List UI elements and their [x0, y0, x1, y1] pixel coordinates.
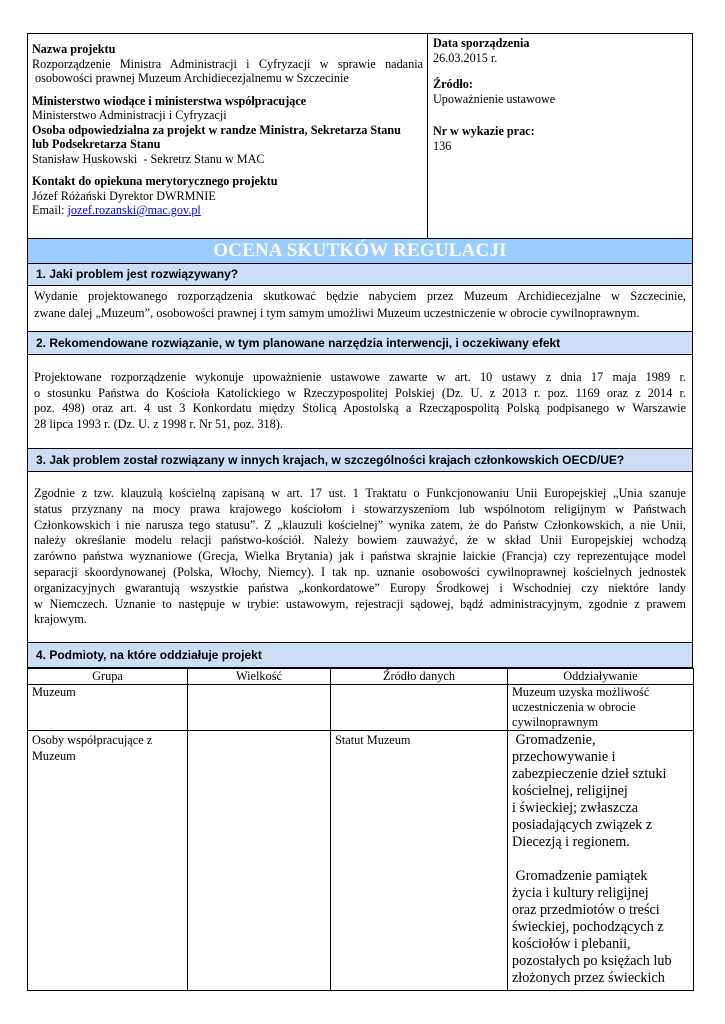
- section-3-heading: 3. Jak problem został rozwiązany w innych krajach, w szczególności krajach członkowskich OECD/UE?: [27, 449, 693, 472]
- cell-line: i świeckiej; zwłaszcza: [512, 800, 639, 816]
- cell-line: przechowywanie i: [512, 749, 616, 765]
- work-list-value: 136: [433, 138, 452, 153]
- section-3-line: Zgodnie z tzw. klauzulą kościelną zapisaną w art. 17 ust. 1 Traktatu o Funkcjonowaniu Unii Europejskiej „Unia szanuje: [34, 486, 686, 500]
- section-3-body: [27, 472, 693, 643]
- cell-zrodlo: Statut Muzeum: [331, 731, 508, 991]
- cell-line: oraz przedmiotów o treści: [512, 902, 660, 918]
- document-title: OCENA SKUTKÓW REGULACJI: [27, 239, 693, 264]
- section-2-line: Projektowane rozporządzenie wykonuje upoważnienie ustawowe zawarte w art. 10 ustawy z dnia 17 maja 1989 r.: [34, 370, 686, 384]
- section-4-heading: 4. Podmioty, na które oddziałuje projekt: [27, 643, 693, 668]
- section-2-line: poz. 498) oraz art. 4 ust 3 Konkordatu między Stolicą Apostolską a Rzecząpospolitą Polską podpisanego w Warszawie: [34, 401, 686, 416]
- project-info: [28, 34, 428, 238]
- cell-grupa: [28, 731, 188, 991]
- column-header: Oddziaływanie: [508, 669, 694, 685]
- cell-line: uczestniczenia w obrocie: [512, 700, 636, 714]
- section-2-heading: 2. Rekomendowane rozwiązanie, w tym planowane narzędzia interwencji, i oczekiwany efekt: [27, 332, 693, 355]
- cell-line: posiadających związek z: [512, 817, 653, 833]
- cell-line: Muzeum: [32, 748, 76, 763]
- table-row: [28, 685, 694, 731]
- table-header-row: [28, 669, 694, 685]
- ocena-skutkow-regulacji-document: [27, 33, 693, 991]
- ministry-label: Ministerstwo wiodące i ministerstwa współpracujące: [32, 93, 307, 108]
- project-name-line-1: Rozporządzenie Ministra Administracji i Cyfryzacji w sprawie nadania: [32, 56, 423, 71]
- cell-line: świeckiej, pochodzących z: [512, 919, 664, 935]
- cell-line: Gromadzenie,: [512, 732, 596, 748]
- cell-line: złożonych przez świeckich: [512, 970, 665, 986]
- section-2-body: [27, 355, 693, 449]
- section-2-line: 28 lipca 1993 r. (Dz. U. z 1998 r. Nr 51, poz. 318).: [34, 416, 283, 431]
- responsible-label-line-2: lub Podsekretarza Stanu: [32, 137, 161, 151]
- responsible-value: Stanisław Huskowski - Sekretrz Stanu w MAC: [32, 151, 265, 166]
- cell-wielkosc: [188, 731, 331, 991]
- section-3-line: w Niemczech. Uznanie to następuje w trybie: ustawowym, rejestracji sądowej, bądź administracyjnym, zgodnie z prawem: [34, 596, 686, 611]
- contact-person: Józef Różański Dyrektor DWRMNIE: [32, 188, 216, 203]
- source-value: Upoważnienie ustawowe: [433, 91, 556, 106]
- section-2-line: o stosunku Państwa do Kościoła Katolickiego w Rzeczypospolitej Polskiej (Dz. U. z 2013 r. poz. 1169 oraz z 2014 r.: [34, 385, 686, 400]
- cell-line: zabezpieczenie dzieł sztuki: [512, 766, 667, 782]
- responsible-label-line-1: Osoba odpowiedzialna za projekt w randze Ministra, Sekretarza Stanu: [32, 122, 401, 137]
- document-meta: [428, 34, 692, 238]
- project-name-label: Nazwa projektu: [32, 42, 116, 56]
- email-prefix: Email:: [32, 203, 68, 217]
- table-row: [28, 731, 694, 991]
- column-header: Grupa: [28, 669, 188, 685]
- section-3-line: status przyznany na mocy prawa krajowego kościołom i stowarzyszeniom lub wspólnotom religijnym w Państwach: [34, 501, 686, 516]
- contact-label: Kontakt do opiekuna merytorycznego projektu: [32, 174, 278, 188]
- section-3-line: organizacyjnych gwarantują wszystkie państwa „konkordatowe” Europy Środkowej i Wschodniej czy niektóre landy: [34, 580, 686, 595]
- cell-line: Diecezją i regionem.: [512, 834, 630, 850]
- section-1-heading: 1. Jaki problem jest rozwiązywany?: [27, 264, 693, 286]
- cell-line: życia i kultury religijnej: [512, 885, 649, 901]
- cell-oddzialywanie: [508, 731, 694, 991]
- cell-oddzialywanie: [508, 685, 694, 731]
- cell-line: Osoby współpracujące z: [32, 733, 153, 747]
- cell-line: pozostałych po księżach lub: [512, 953, 672, 969]
- affected-entities-table: [27, 668, 694, 991]
- cell-grupa: Muzeum: [28, 685, 188, 731]
- work-list-label: Nr w wykazie prac:: [433, 124, 535, 138]
- section-3-line: zarówno państwa wyznaniowe (Grecja, Wielka Brytania) jak i państwa skrajnie laickie (Francja) czy reprezentujące model: [34, 549, 686, 564]
- cell-wielkosc: [188, 685, 331, 731]
- section-1-body: [27, 286, 693, 332]
- contact-email-row: [32, 203, 423, 218]
- section-3-line: krajowym.: [34, 612, 87, 627]
- source-label: Źródło:: [433, 77, 473, 91]
- email-link[interactable]: jozef.rozanski@mac.gov.pl: [67, 203, 201, 217]
- cell-zrodlo: [331, 685, 508, 731]
- cell-line: kościołów i plebanii,: [512, 936, 631, 952]
- date-value: 26.03.2015 r.: [433, 50, 498, 65]
- ministry-value: Ministerstwo Administracji i Cyfryzacji: [32, 108, 227, 122]
- section-1-line: Wydanie projektowanego rozporządzenia skutkować będzie nabyciem przez Muzeum Archidiecezjalne w Szczecinie,: [34, 289, 686, 303]
- section-3-line: należy określanie modelu relacji państwo-kościół. Należy bowiem zauważyć, że w skład Unii Europejskiej wchodzą: [34, 533, 686, 548]
- cell-line: Muzeum uzyska możliwość: [512, 685, 650, 699]
- cell-line: kościelnej, religijnej: [512, 783, 628, 799]
- column-header: Wielkość: [188, 669, 331, 685]
- column-header: Źródło danych: [331, 669, 508, 685]
- cell-line: Gromadzenie pamiątek: [512, 868, 648, 884]
- date-label: Data sporządzenia: [433, 36, 530, 50]
- section-3-line: separacji skoordynowanej (Polska, Włochy, Niemcy). I tak np. uznanie osobowości cywilnoprawnej kościelnych jednostek: [34, 564, 686, 579]
- document-header: [27, 33, 693, 239]
- section-1-line: zwane dalej „Muzeum”, osobowości prawnej i tym samym umożliwi Muzeum uczestniczenie w obrocie cywilnoprawnym.: [34, 305, 640, 320]
- cell-line: cywilnoprawnym: [512, 715, 599, 729]
- section-3-line: Członkowskich i nie narusza tego statusu”. Z „klauzuli kościelnej” wynika zatem, że do Państw Członkowskich, a nie Unii,: [34, 517, 686, 532]
- project-name-line-2: osobowości prawnej Muzeum Archidiecezjalnemu w Szczecinie: [32, 71, 349, 85]
